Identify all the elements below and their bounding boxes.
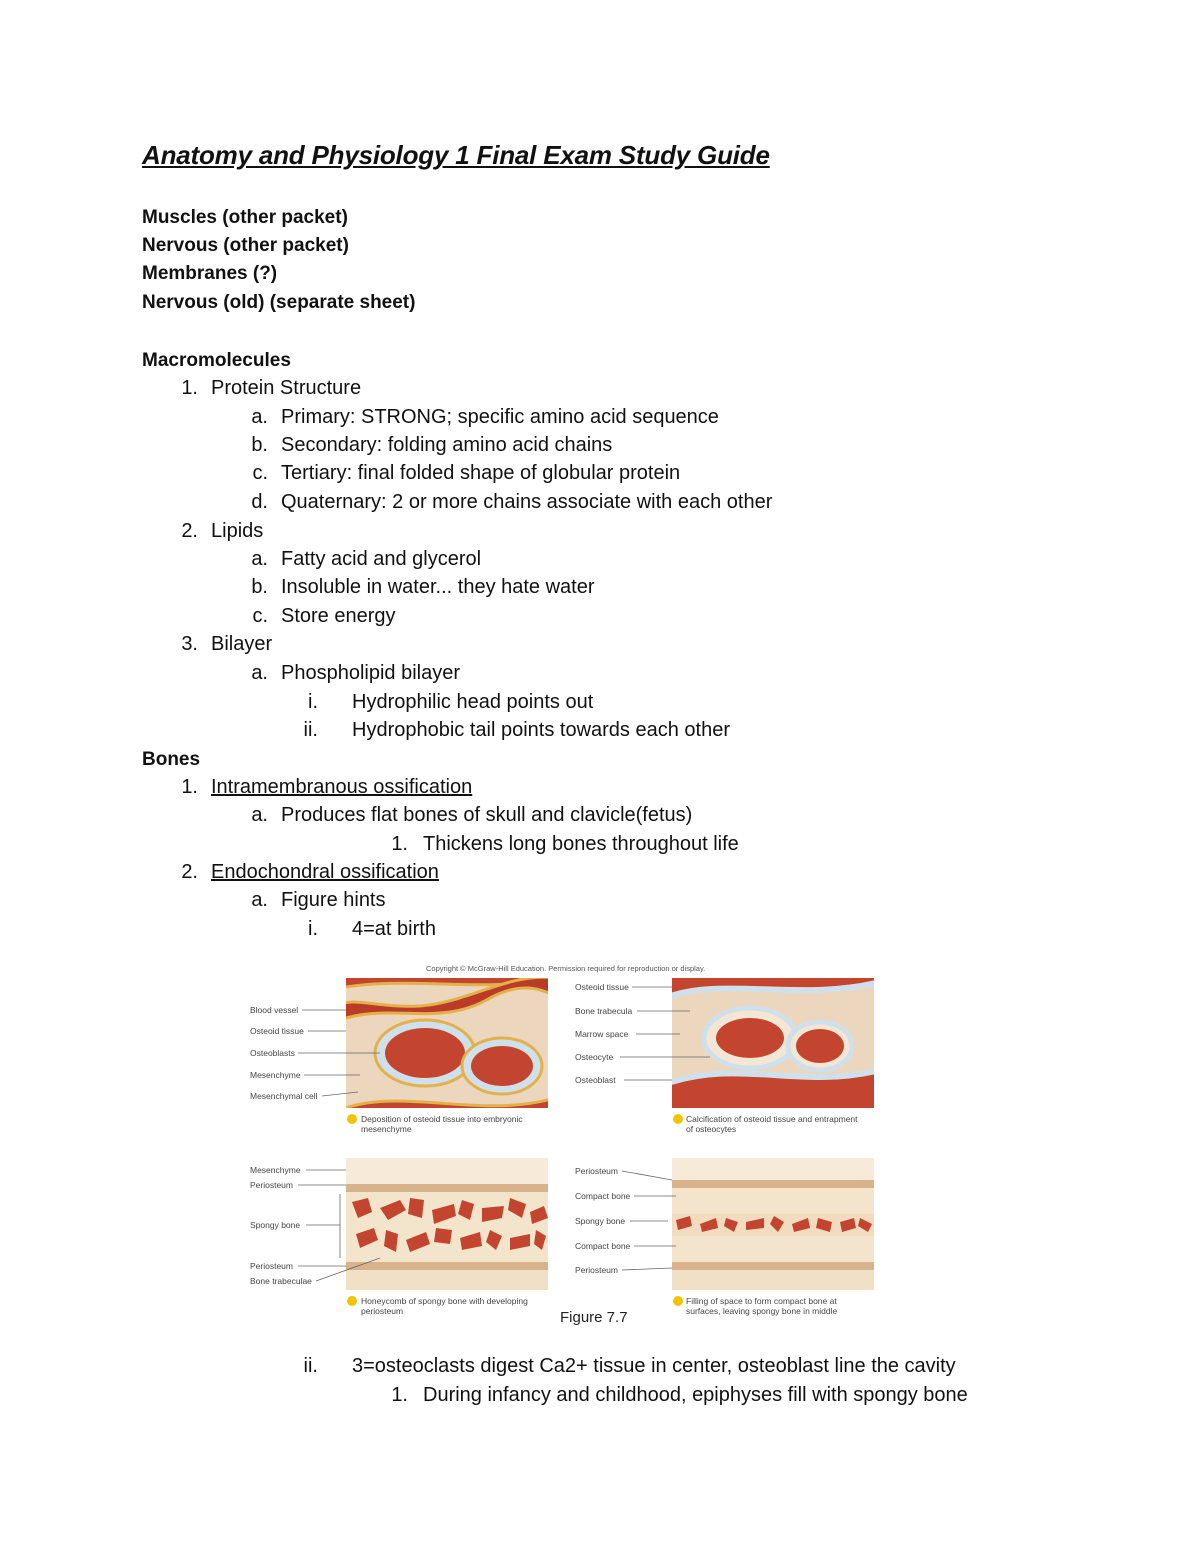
list-item [168, 377, 361, 400]
list-text: Secondary: folding amino acid chains [281, 434, 613, 456]
figure-label: Blood vessel [250, 1005, 299, 1015]
figure-caption: Honeycomb of spongy bone with developing [361, 1296, 528, 1306]
figure-label: Periosteum [250, 1261, 293, 1271]
figure-label: Compact bone [575, 1191, 631, 1201]
list-text: Hydrophilic head points out [352, 691, 594, 713]
leader-line [622, 1268, 672, 1270]
section-heading-macromolecules: Macromolecules [142, 350, 291, 371]
list-item [278, 1355, 956, 1378]
step-3-badge [347, 1296, 357, 1306]
list-text: Primary: STRONG; specific amino acid sequence [281, 406, 719, 428]
figure-label: Osteoblasts [250, 1048, 295, 1058]
list-text: Quaternary: 2 or more chains associate with each other [281, 491, 773, 513]
list-item [278, 691, 593, 714]
leader-line [622, 1171, 672, 1180]
panel-4-image [672, 1158, 874, 1290]
topic-membranes: Membranes (?) [142, 263, 278, 284]
figure-caption: periosteum [361, 1306, 404, 1316]
figure-label: Periosteum [575, 1166, 618, 1176]
list-item [238, 491, 772, 514]
panel-2-image [665, 958, 880, 1118]
list-text: Intramembranous ossification [211, 776, 473, 798]
list-marker: a. [251, 662, 268, 684]
list-text: Protein Structure [211, 377, 362, 399]
figure-label: Mesenchymal cell [250, 1091, 318, 1101]
list-item [238, 889, 386, 912]
list-marker: a. [251, 406, 268, 428]
list-item [238, 576, 595, 599]
figure-label: Compact bone [575, 1241, 631, 1251]
list-text: 3=osteoclasts digest Ca2+ tissue in center, osteoblast line the cavity [352, 1355, 956, 1377]
figure-label: Bone trabeculae [250, 1276, 312, 1286]
list-item [378, 833, 739, 856]
ossification-diagram [240, 958, 880, 1330]
list-item [238, 605, 396, 628]
figure-label: Spongy bone [575, 1216, 626, 1226]
figure-caption: of osteocytes [686, 1124, 737, 1134]
list-item [168, 520, 263, 543]
list-item [278, 719, 730, 742]
figure-label: Bone trabecula [575, 1006, 633, 1016]
list-marker: a. [251, 889, 268, 911]
list-text: Figure hints [281, 889, 386, 911]
list-marker: 2. [181, 520, 198, 542]
list-text: Hydrophobic tail points towards each other [352, 719, 730, 741]
figure-label: Periosteum [250, 1180, 293, 1190]
list-item [238, 406, 719, 429]
section-heading-bones: Bones [142, 749, 201, 770]
list-item [238, 804, 692, 827]
list-marker: d. [251, 491, 268, 513]
list-text: During infancy and childhood, epiphyses fill with spongy bone [423, 1384, 968, 1406]
figure-title: Figure 7.7 [560, 1309, 628, 1326]
list-text: Produces flat bones of skull and clavicle(fetus) [281, 804, 693, 826]
list-marker: 3. [181, 633, 198, 655]
list-item [168, 861, 439, 884]
list-marker: a. [251, 548, 268, 570]
list-marker: ii. [303, 719, 318, 741]
figure-7-7 [240, 958, 880, 1330]
topic-nervous-old: Nervous (old) (separate sheet) [142, 292, 416, 313]
figure-label: Osteocyte [575, 1052, 614, 1062]
figure-label: Osteoid tissue [575, 982, 629, 992]
figure-caption: surfaces, leaving spongy bone in middle [686, 1306, 838, 1316]
list-text: Fatty acid and glycerol [281, 548, 482, 570]
list-marker: i. [308, 691, 318, 713]
list-item [238, 662, 460, 685]
list-item [168, 633, 272, 656]
list-marker: 2. [181, 861, 198, 883]
list-text: Bilayer [211, 633, 273, 655]
document-title: Anatomy and Physiology 1 Final Exam Study Guide [142, 140, 770, 170]
step-4-badge [673, 1296, 683, 1306]
list-marker: 1. [181, 377, 198, 399]
step-1-badge [347, 1114, 357, 1124]
list-marker: 1. [391, 1384, 408, 1406]
list-marker: a. [251, 804, 268, 826]
step-2-badge [673, 1114, 683, 1124]
panel-1-image [340, 958, 555, 1118]
figure-label: Marrow space [575, 1029, 629, 1039]
list-text: Phospholipid bilayer [281, 662, 461, 684]
topic-nervous: Nervous (other packet) [142, 235, 349, 256]
list-marker: b. [251, 434, 268, 456]
list-text: Insoluble in water... they hate water [281, 576, 595, 598]
list-text: Store energy [281, 605, 396, 627]
list-text: Endochondral ossification [211, 861, 439, 883]
list-text: Lipids [211, 520, 264, 542]
list-item [238, 434, 612, 457]
figure-caption: Calcification of osteoid tissue and entrapment [686, 1114, 858, 1124]
list-item [378, 1384, 968, 1407]
list-marker: c. [252, 462, 268, 484]
list-marker: i. [308, 918, 318, 940]
figure-label: Periosteum [575, 1265, 618, 1275]
figure-label: Mesenchyme [250, 1070, 301, 1080]
list-item [278, 918, 436, 941]
figure-caption: Deposition of osteoid tissue into embryonic [361, 1114, 523, 1124]
list-marker: c. [252, 605, 268, 627]
figure-copyright: Copyright © McGraw-Hill Education. Permission required for reproduction or display. [426, 964, 706, 973]
list-text: Thickens long bones throughout life [423, 833, 739, 855]
list-marker: b. [251, 576, 268, 598]
list-text: 4=at birth [352, 918, 436, 940]
figure-label: Mesenchyme [250, 1165, 301, 1175]
figure-caption: mesenchyme [361, 1124, 412, 1134]
panel-3-image [346, 1158, 548, 1290]
list-item [238, 462, 680, 485]
figure-label: Osteoid tissue [250, 1026, 304, 1036]
list-marker: 1. [391, 833, 408, 855]
topic-muscles: Muscles (other packet) [142, 207, 348, 228]
figure-label: Spongy bone [250, 1220, 301, 1230]
list-text: Tertiary: final folded shape of globular protein [281, 462, 681, 484]
list-marker: 1. [181, 776, 198, 798]
list-item [168, 776, 472, 799]
figure-caption: Filling of space to form compact bone at [686, 1296, 837, 1306]
figure-label: Osteoblast [575, 1075, 616, 1085]
list-marker: ii. [303, 1355, 318, 1377]
list-item [238, 548, 481, 571]
